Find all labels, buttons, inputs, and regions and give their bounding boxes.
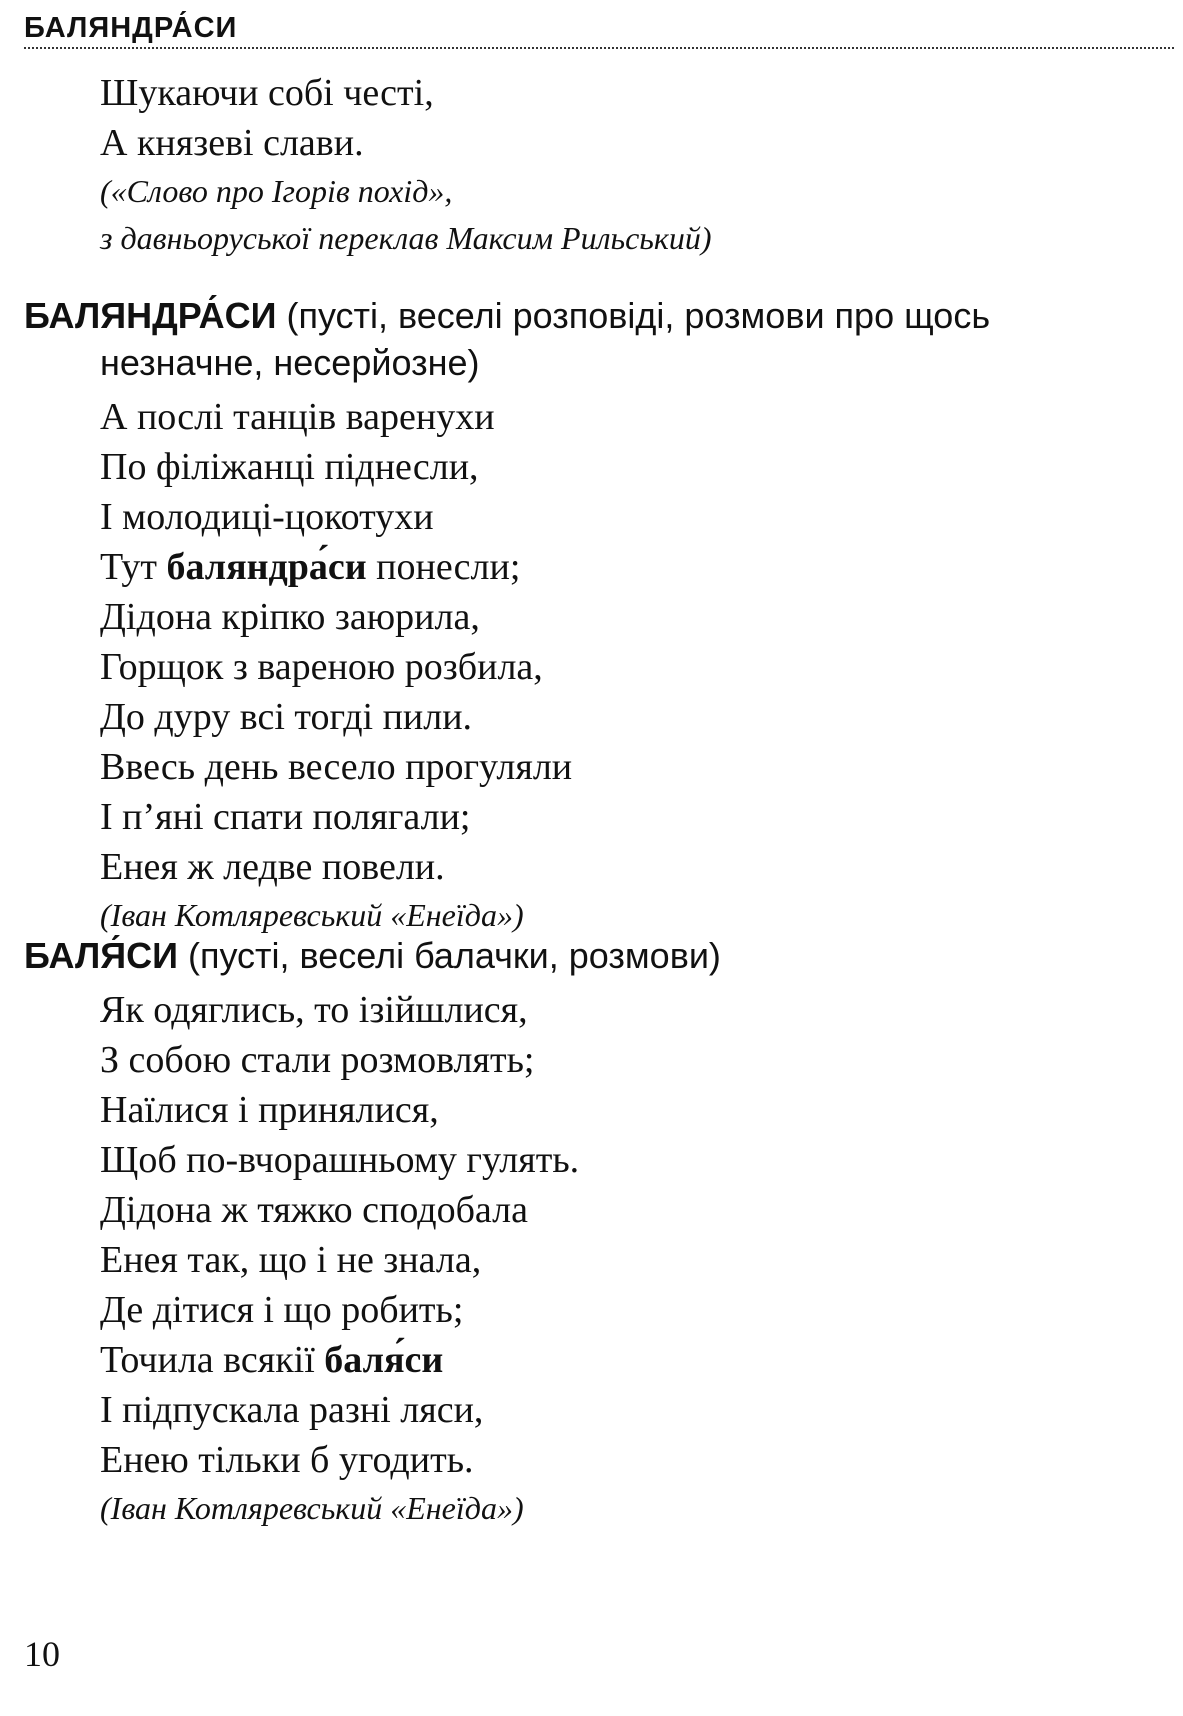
source-citation: (Іван Котляревський «Енеїда») (100, 1490, 524, 1526)
continuation-verse (100, 68, 1183, 262)
dictionary-entry-balyandrasy (0, 292, 1183, 939)
verse-line: Енея ж ледве повели. (100, 846, 445, 888)
entry-definition: (пусті, веселі балачки, розмови) (187, 935, 721, 976)
verse-line: Енея так, що і не знала, (100, 1239, 482, 1281)
verse-line: Як одяглись, то ізійшлися, (100, 989, 528, 1031)
keyword-highlight: баля́си (324, 1339, 444, 1381)
verse-text: понесли; (366, 546, 521, 588)
verse-line: Шукаючи собі честі, (100, 72, 434, 114)
source-citation: (Іван Котляревський «Енеїда») (100, 897, 524, 933)
source-citation: («Слово про Ігорів похід», (100, 173, 453, 209)
verse-line: По філіжанці піднесли, (100, 446, 479, 488)
verse-line (100, 542, 1183, 592)
verse-line: І молодиці-цокотухи (100, 496, 434, 538)
running-head-divider (24, 47, 1174, 49)
entry-definition: (пусті, веселі розповіді, розмови про щось (286, 295, 991, 336)
verse-line: І підпускала разні ляси, (100, 1389, 484, 1431)
source-citation: з давньоруської переклав Максим Рильський) (100, 220, 712, 256)
running-head: БАЛЯНДРА́СИ (24, 12, 238, 44)
verse-line: Де дітися і що робить; (100, 1289, 464, 1331)
entry-heading (24, 932, 1183, 979)
verse-line: Дідона кріпко заюрила, (100, 596, 480, 638)
entry-verse (100, 985, 1183, 1532)
verse-line: Енею тільки б угодить. (100, 1439, 474, 1481)
verse-line: Ввесь день весело прогуляли (100, 746, 573, 788)
verse-line: Наїлися і принялися, (100, 1089, 439, 1131)
keyword-highlight: баляндра́си (166, 546, 367, 588)
verse-line: Дідона ж тяжко сподобала (100, 1189, 528, 1231)
page-number: 10 (24, 1634, 60, 1674)
entry-heading (24, 292, 1183, 339)
verse-line: Горщок з вареною розбила, (100, 646, 543, 688)
dictionary-entry-balyasy (0, 932, 1183, 1532)
continuation-block (0, 68, 1183, 262)
verse-line: З собою стали розмовлять; (100, 1039, 535, 1081)
verse-text: Тут (100, 546, 167, 588)
verse-line: Щоб по-вчорашньому гулять. (100, 1139, 580, 1181)
verse-line: А послі танців варенухи (100, 396, 495, 438)
entry-term: БАЛЯ́СИ (24, 935, 178, 976)
verse-line: До дуру всі тогді пили. (100, 696, 473, 738)
verse-line: І п’яні спати полягали; (100, 796, 471, 838)
entry-term: БАЛЯНДРА́СИ (24, 295, 277, 336)
entry-definition-continued: незначне, несерйозне) (100, 342, 480, 383)
verse-line (100, 1335, 1183, 1385)
entry-verse (100, 392, 1183, 939)
verse-line: А князеві слави. (100, 122, 364, 164)
verse-text: Точила всякії (100, 1339, 325, 1381)
